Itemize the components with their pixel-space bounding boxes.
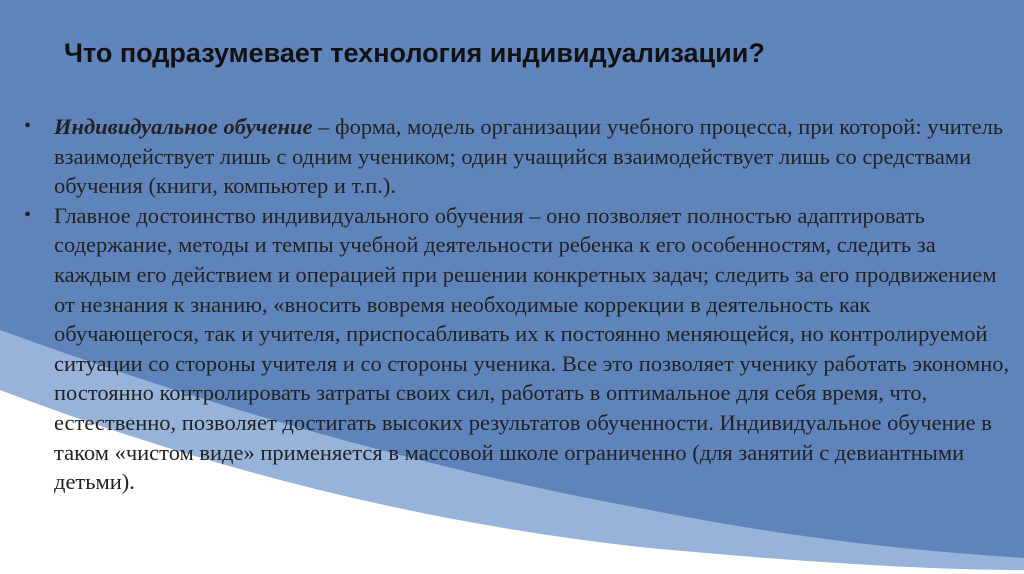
- bullet-item-main-advantage: [24, 201, 1014, 497]
- bullet-marker: •: [24, 203, 32, 226]
- bullet-term: Индивидуальное обучение: [54, 114, 313, 139]
- slide-title: Что подразумевает технология индивидуализации?: [64, 38, 765, 68]
- bullet-marker: •: [24, 115, 32, 137]
- bullet-text: – форма, модель организации учебного процесса, при которой: учитель взаимодействует лишь с одним учеником; один учащийся взаимодействует лишь со средствами обучения (книги, компьютер и т.п.).: [54, 114, 1004, 199]
- bullet-list: [24, 112, 1014, 497]
- bullet-text: Главное достоинство индивидуального обучения – оно позволяет полностью адаптировать содержание, методы и темпы учебной деятельности ребенка к его особенностям, следить за каждым его действием и операцией при решении конкретных задач; следить за его продвижением от незнания к знанию, «вносить вовремя необходимые коррекции в деятельность как обучающегося, так и учителя, приспосабливать их к постоянно меняющейся, но контролируемой ситуации со стороны учителя и со стороны ученика. Все это позволяет ученику работать экономно, постоянно контролировать затраты своих сил, работать в оптимальное для себя время, что, естественно, позволяет достигать высоких результатов обученности. Индивидуальное обучение в таком «чистом виде» применяется в массовой школе ограниченно (для занятий с девиантными детьми).: [54, 202, 1010, 495]
- bullet-item-individual-learning: [24, 112, 1014, 201]
